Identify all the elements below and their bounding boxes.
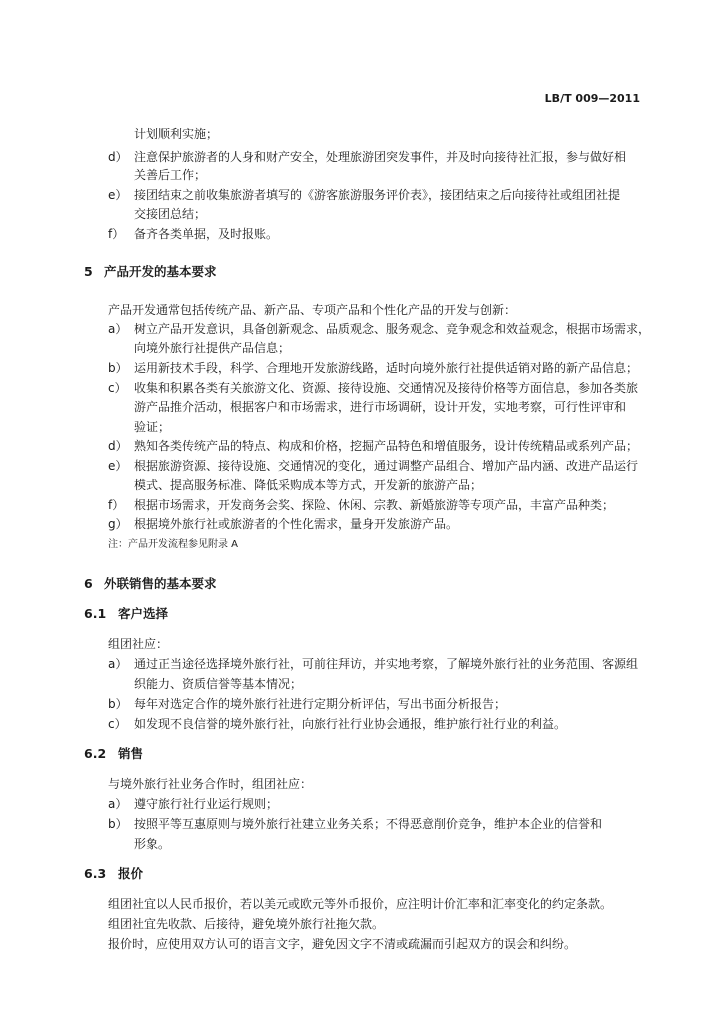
list-item-d: 注意保护旅游者的人身和财产安全，处理旅游团突发事件，并及时向接待社汇报，参与做好相: [134, 150, 627, 164]
text-line: 游产品推介活动，根据客户和市场需求，进行市场调研，设计开发，实地考察，可行性评审和: [134, 400, 627, 414]
list-item-e: 根据旅游资源、接待设施、交通情况的变化，通过调整产品组合、增加产品内涵、改进产品运行: [134, 459, 639, 473]
section-heading: 产品开发的基本要求: [104, 264, 217, 279]
list-marker: a）: [108, 797, 128, 811]
list-marker: a）: [108, 657, 128, 671]
text-line: 向境外旅行社提供产品信息；: [134, 341, 291, 355]
list-marker: b）: [108, 697, 128, 711]
list-item-a: 通过正当途径选择境外旅行社，可前往拜访，并实地考察，了解境外旅行社的业务范围、客源组: [134, 657, 639, 671]
list-marker: b）: [108, 817, 128, 831]
list-marker: a）: [108, 322, 128, 336]
list-item-e: 接团结束之前收集旅游者填写的《游客旅游服务评价表》，接团结束之后向接待社或组团社提: [134, 188, 621, 202]
list-item-f: 根据市场需求，开发商务会奖、探险、休闲、宗教、新婚旅游等专项产品，丰富产品种类；: [134, 498, 615, 512]
list-marker: d）: [108, 439, 128, 453]
list-marker: d）: [108, 150, 128, 164]
section-heading: 外联销售的基本要求: [104, 576, 217, 591]
text-line: 验证；: [134, 420, 171, 434]
subsection-number: 6.3: [84, 866, 107, 881]
list-marker: e）: [108, 188, 128, 202]
list-item-a: 树立产品开发意识，具备创新观念、品质观念、服务观念、竞争观念和效益观念，根据市场需求，: [134, 322, 651, 336]
list-item-d: 熟知各类传统产品的特点、构成和价格，挖掘产品特色和增值服务，设计传统精品或系列产品；: [134, 439, 639, 453]
note: 注：产品开发流程参见附录 A: [108, 539, 239, 550]
text-line: 组团社宜以人民币报价，若以美元或欧元等外币报价，应注明计价汇率和汇率变化的约定条款。: [108, 897, 613, 911]
section-number: 6: [84, 576, 93, 591]
list-marker: c）: [108, 381, 127, 395]
text-line: 模式、提高服务标准、降低采购成本等方式，开发新的旅游产品；: [134, 478, 483, 492]
list-item-b: 按照平等互惠原则与境外旅行社建立业务关系；不得恶意削价竞争，维护本企业的信誉和: [134, 817, 603, 831]
subsection-number: 6.2: [84, 746, 107, 761]
list-marker: c）: [108, 717, 127, 731]
list-item-c: 如发现不良信誉的境外旅行社，向旅行社行业协会通报，维护旅行社行业的利益。: [134, 717, 567, 731]
text-line: 交接团总结；: [134, 207, 207, 221]
text-line: 织能力、资质信誉等基本情况；: [134, 677, 303, 691]
list-item-c: 收集和积累各类有关旅游文化、资源、接待设施、交通情况及接待价格等方面信息，参加各类旅: [134, 381, 639, 395]
list-marker: b）: [108, 361, 128, 375]
text-line: 关善后工作；: [134, 168, 207, 182]
list-item-g: 根据境外旅行社或旅游者的个性化需求，量身开发旅游产品。: [134, 517, 459, 531]
text-line: 组团社宜先收款、后接待，避免境外旅行社拖欠款。: [108, 917, 385, 931]
list-marker: f）: [108, 227, 125, 241]
text-line: 报价时，应使用双方认可的语言文字，避免因文字不清或疏漏而引起双方的误会和纠纷。: [108, 937, 577, 951]
standard-code-header: LB/T 009—2011: [544, 92, 640, 105]
list-item-f: 备齐各类单据，及时报账。: [134, 227, 279, 241]
text-line: 组团社应：: [108, 637, 169, 651]
subsection-number: 6.1: [84, 606, 107, 621]
list-marker: g）: [108, 517, 128, 531]
list-item-a: 遵守旅行社行业运行规则；: [134, 797, 279, 811]
list-marker: e）: [108, 459, 128, 473]
list-item-b: 运用新技术手段，科学、合理地开发旅游线路，适时向境外旅行社提供适销对路的新产品信息；: [134, 361, 639, 375]
list-item-b: 每年对选定合作的境外旅行社进行定期分析评估，写出书面分析报告；: [134, 697, 507, 711]
subsection-heading: 报价: [118, 866, 144, 881]
text-line: 计划顺利实施；: [134, 127, 219, 141]
text-line: 产品开发通常包括传统产品、新产品、专项产品和个性化产品的开发与创新：: [108, 303, 517, 317]
subsection-heading: 销售: [118, 746, 144, 761]
section-number: 5: [84, 264, 93, 279]
text-line: 形象。: [134, 837, 171, 851]
text-line: 与境外旅行社业务合作时，组团社应：: [108, 777, 313, 791]
subsection-heading: 客户选择: [118, 606, 169, 621]
list-marker: f）: [108, 498, 125, 512]
